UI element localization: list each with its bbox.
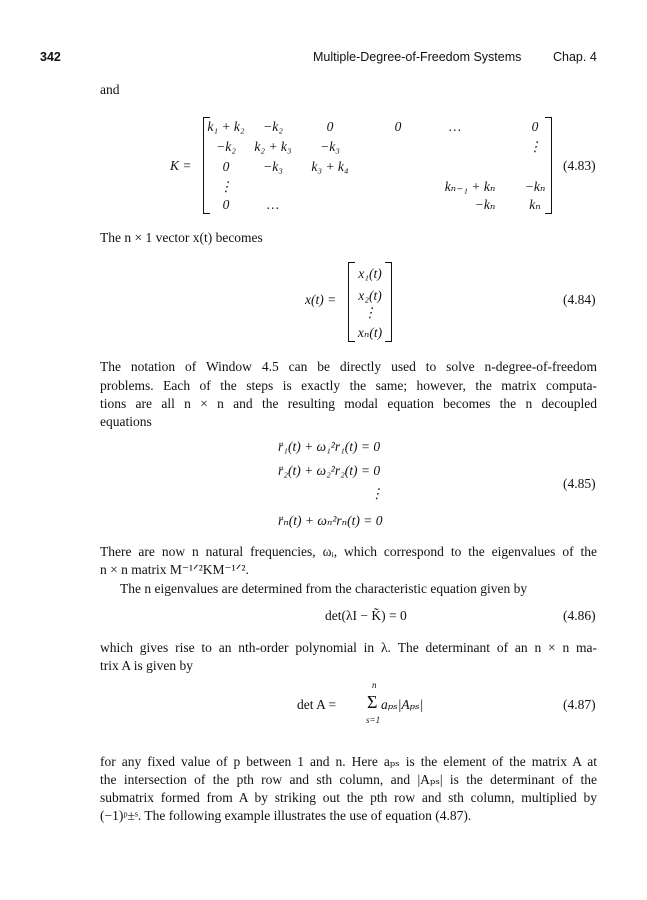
text-line: n × n matrix M⁻¹ᐟ²KM⁻¹ᐟ². [100,562,249,577]
matrix-cell: 0 [326,119,334,134]
right-bracket [385,262,392,342]
equation-line: r̈₂(t) + ω₂²r₂(t) = 0 [278,463,381,478]
equation-line: ⋮ [370,486,384,501]
matrix-cell: ⋮ [528,139,542,154]
text-line: equations [100,414,152,429]
matrix-cell: −k₃ [263,159,283,174]
text-line: tions are all n × n and the resulting modal equation becomes the n decoupled [100,396,597,411]
matrix-cell: k₁ + k₂ [207,119,245,134]
equation-line: r̈ₙ(t) + ωₙ²rₙ(t) = 0 [278,513,383,528]
matrix-cell: k₂ + k₃ [254,139,292,154]
matrix-cell: −kₙ [474,197,496,212]
sum-lower: s=1 [366,715,381,725]
equation-number: (4.87) [563,697,596,712]
matrix-cell: −k₂ [216,139,236,154]
text-line: The notation of Window 4.5 can be directly used to solve n-degree-of-freedom [100,359,597,374]
matrix-cell: 0 [394,119,402,134]
matrix-lhs: K = [170,158,192,173]
text-line: submatrix formed from A by striking out the pth row and sth column, multiplied by [100,790,597,805]
matrix-cell: … [448,119,462,134]
sum-sign: Σ [367,692,378,712]
left-bracket [348,262,355,342]
text-line: (−1)ᵖ±ˢ. The following example illustrates the use of equation (4.87). [100,808,472,823]
vector-cell: x₁(t) [358,266,382,281]
vector-cell: ⋮ [363,305,377,320]
text-line: The n eigenvalues are determined from the characteristic equation given by [120,581,528,596]
text-line: the intersection of the pth row and sth column, and |Aₚₛ| is the determinant of the [100,772,597,787]
intro-text: and [100,82,120,97]
text-line: for any fixed value of p between 1 and n. Here aₚₛ is the element of the matrix A at [100,754,597,769]
matrix-cell: kₙ₋₁ + kₙ [444,179,496,194]
matrix-cell: 0 [222,159,230,174]
right-bracket [545,117,552,214]
page-number: 342 [40,50,61,64]
text-line: trix A is given by [100,658,194,673]
text-line: There are now n natural frequencies, ωᵢ, which correspond to the eigenvalues of the [100,544,597,559]
chapter-label: Chap. 4 [553,50,597,64]
equation-4-86: det(λI − K̃) = 0 [325,608,407,623]
equation-number: (4.85) [563,476,596,491]
matrix-cell: ⋮ [219,179,233,194]
equation-line: r̈₁(t) + ω₁²r₁(t) = 0 [278,439,381,454]
vector-cell: xₙ(t) [357,325,383,340]
sum-upper: n [372,680,377,690]
equation-number: (4.86) [563,608,596,623]
matrix-cell: −k₃ [320,139,340,154]
running-title: Multiple-Degree-of-Freedom Systems [313,50,522,64]
text-line: problems. Each of the steps is exactly the same; however, the matrix computa- [100,378,597,393]
matrix-cell: kₙ [529,197,541,212]
vector-lhs: x(t) = [305,292,337,307]
vector-intro: The n × 1 vector x(t) becomes [100,230,263,245]
matrix-cell: 0 [531,119,539,134]
det-lhs: det A = [297,697,337,712]
matrix-cell: −k₂ [263,119,283,134]
equation-number: (4.83) [563,158,596,173]
vector-cell: x₂(t) [358,288,382,303]
matrix-cell: −kₙ [524,179,546,194]
equation-number: (4.84) [563,292,596,307]
text-line: which gives rise to an nth-order polynomial in λ. The determinant of an n × n ma- [100,640,597,655]
matrix-cell: 0 [222,197,230,212]
matrix-cell: k₃ + k₄ [311,159,349,174]
matrix-cell: … [266,197,280,212]
sum-body: aₚₛ|Aₚₛ| [381,697,424,712]
